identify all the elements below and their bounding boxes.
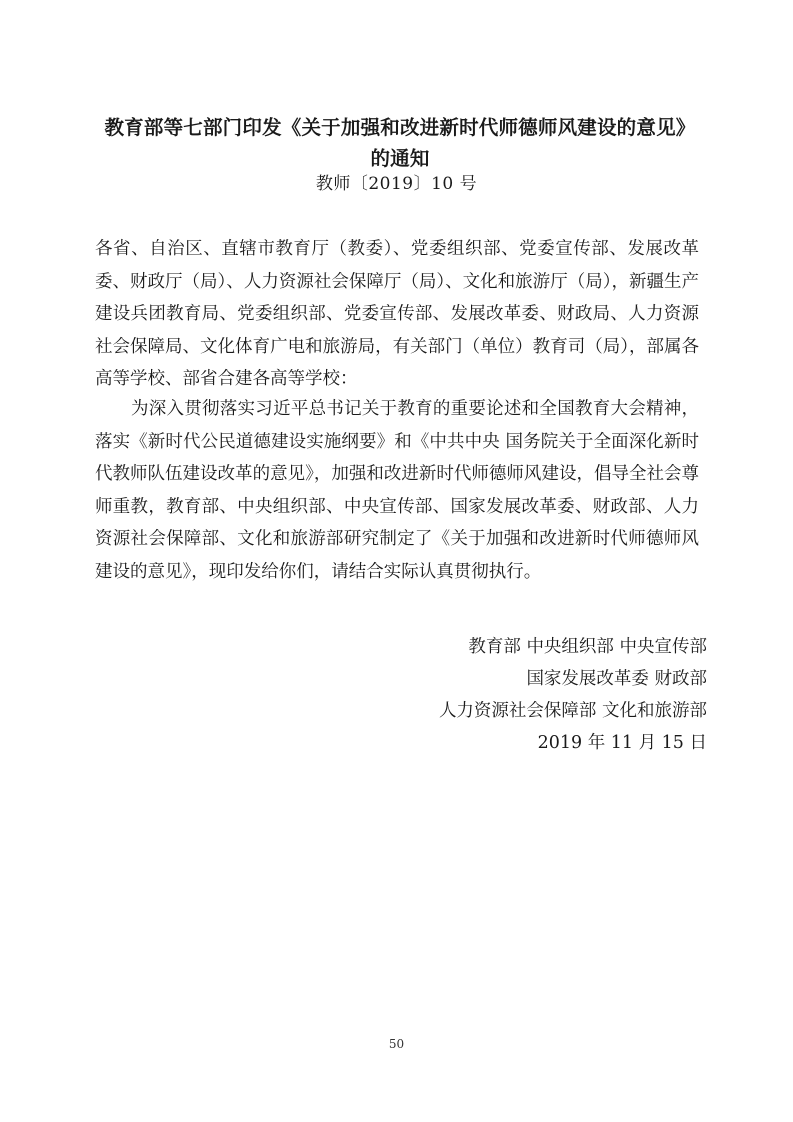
signature-date: 2019 年 11 月 15 日 <box>537 733 707 753</box>
signature-line: 国家发展改革委 财政部 <box>526 669 707 689</box>
body-paragraph: 为深入贯彻落实习近平总书记关于教育的重要论述和全国教育大会精神，落实《新时代公民道德建设实施纲要》和《中共中央 国务院关于全面深化新时代教师队伍建设改革的意见》，加强和改进新时代师德师风建设，倡导全社会尊师重教，教育部、中央组织部、中央宣传部、国家发展改革委、财政部、人力资源社会保障部、文化和旅游部研究制定了《关于加强和改进新时代师德师风建设的意见》，现印发给你们，请结合实际认真贯彻执行。 <box>95 399 699 582</box>
signature-line: 教育部 中央组织部 中央宣传部 <box>468 637 707 657</box>
addressee-paragraph: 各省、自治区、直辖市教育厅（教委）、党委组织部、党委宣传部、发展改革委、财政厅（局）、人力资源社会保障厅（局）、文化和旅游厅（局），新疆生产建设兵团教育局、党委组织部、党委宣传部、发展改革委、财政局、人力资源社会保障局、文化体育广电和旅游局，有关部门（单位）教育司（局），部属各高等学校、部省合建各高等学校： <box>95 239 699 389</box>
signature-line: 人力资源社会保障部 文化和旅游部 <box>438 701 707 721</box>
document-title: 教育部等七部门印发《关于加强和改进新时代师德师风建设的意见》的通知 <box>104 116 696 170</box>
page-number: 50 <box>388 1037 405 1051</box>
signature-block <box>439 631 707 759</box>
document-number: 教师〔2019〕10 号 <box>315 174 478 194</box>
